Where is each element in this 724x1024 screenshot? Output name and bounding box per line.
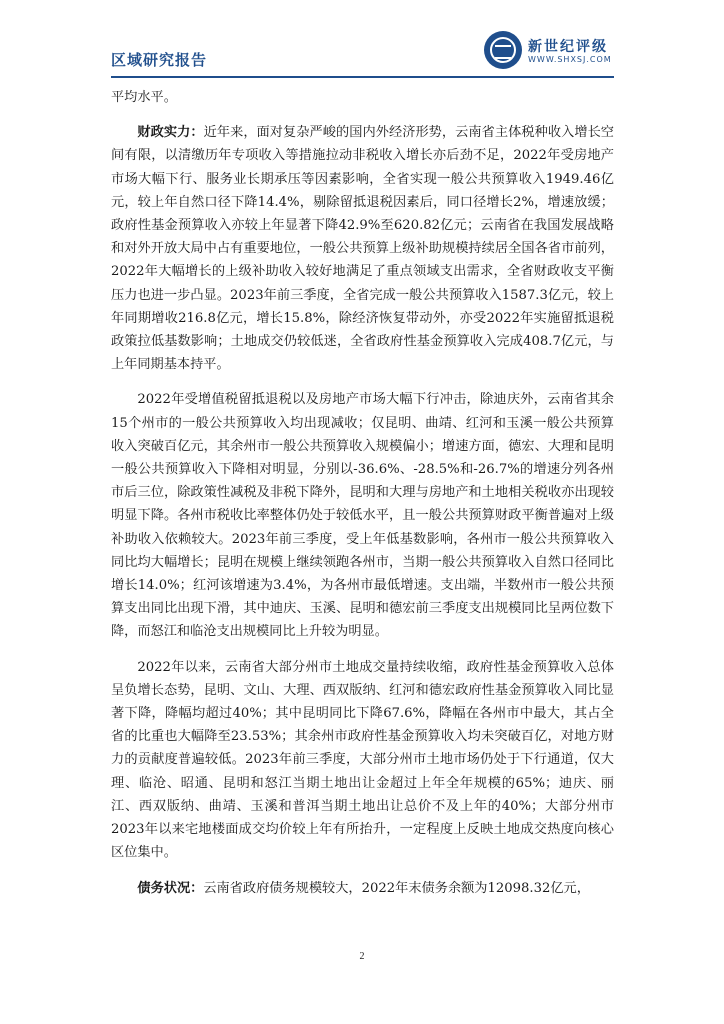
section-lead-fiscal: 财政实力： [137, 125, 204, 141]
paragraph-text: 2022年以来，云南省大部分州市土地成交量持续收缩，政府性基金预算收入总体呈负增长态势，昆明、文山、大理、西双版纳、红河和德宏政府性基金预算收入同比显著下降，降幅均超过40%；其中昆明同比下降67.6%，降幅在各州市中最大，其占全省的比重也大幅降至23.53%；其余州市政府性基金预算收入均未突破百亿，对地方财力的贡献度普遍较低。2023年前三季度，大部分州市土地市场仍处于下行通道，仅大理、临沧、昭通、昆明和怒江当期土地出让金超过上年全年规模的65%；迪庆、丽江、西双版纳、曲靖、玉溪和普洱当期土地出让总价不及上年的40%；大部分州市2023年以来宅地楼面成交均价较上年有所抬升，一定程度上反映土地成交热度向核心区位集中。 [111, 659, 614, 861]
logo-website: WWW.SHXSJ.COM [528, 55, 612, 64]
paragraph-fiscal-strength [111, 121, 614, 376]
report-category-title: 区域研究报告 [111, 51, 208, 69]
company-logo [484, 30, 614, 70]
page-number: 2 [359, 951, 365, 962]
paragraph-text: 2022年受增值税留抵退税以及房地产市场大幅下行冲击，除迪庆外，云南省其余15个州市的一般公共预算收入均出现减收；仅昆明、曲靖、红河和玉溪一般公共预算收入突破百亿元，其余州市一般公共预算收入规模偏小；增速方面，德宏、大理和昆明一般公共预算收入下降相对明显，分别以-36.6%、-28.5%和-26.7%的增速分列各州市后三位，除政策性减税及非税下降外，昆明和大理与房地产和土地相关税收亦出现较明显下降。各州市税收比率整体仍处于较低水平，且一般公共预算财政平衡普遍对上级补助收入依赖较大。2023年前三季度，受上年低基数影响，各州市一般公共预算收入同比均大幅增长；昆明在规模上继续领跑各州市，当期一般公共预算收入自然口径同比增长14.0%；红河该增速为3.4%，为各州市最低增速。支出端，半数州市一般公共预算支出同比出现下滑，其中迪庆、玉溪、昆明和德宏前三季度支出规模同比呈两位数下降，而怒江和临沧支出规模同比上升较为明显。 [111, 392, 614, 640]
paragraph-prefecture-revenue [111, 388, 614, 643]
document-body [111, 86, 614, 900]
page-header [111, 28, 614, 78]
paragraph-text: 近年来，面对复杂严峻的国内外经济形势，云南省主体税种收入增长空间有限，以清缴历年专项收入等措施拉动非税收入增长亦后劲不足，2022年受房地产市场大幅下行、服务业长期承压等因素影响，全省实现一般公共预算收入1949.46亿元，较上年自然口径下降14.4%，剔除留抵退税因素后，同口径增长2%，增速放缓；政府性基金预算收入亦较上年显著下降42.9%至620.82亿元；云南省在我国发展战略和对外开放大局中占有重要地位，一般公共预算上级补助规模持续居全国各省市前列，2022年大幅增长的上级补助收入较好地满足了重点领域支出需求，全省财政收支平衡压力也进一步凸显。2023年前三季度，全省完成一般公共预算收入1587.3亿元，较上年同期增收216.8亿元，增长15.8%，除经济恢复带动外，亦受2022年实施留抵退税政策拉低基数影响；土地成交仍较低迷，全省政府性基金预算收入完成408.7亿元，与上年同期基本持平。 [111, 125, 614, 373]
paragraph-land-fund-revenue [111, 656, 614, 865]
paragraph-continuation [111, 86, 614, 109]
paragraph-text: 云南省政府债务规模较大，2022年末债务余额为12098.32亿元， [203, 880, 590, 896]
logo-emblem-icon [484, 31, 522, 69]
section-lead-debt: 债务状况： [137, 880, 204, 896]
paragraph-debt-status [111, 877, 614, 900]
paragraph-text: 平均水平。 [111, 90, 177, 105]
logo-company-name: 新世纪评级 [528, 39, 608, 55]
